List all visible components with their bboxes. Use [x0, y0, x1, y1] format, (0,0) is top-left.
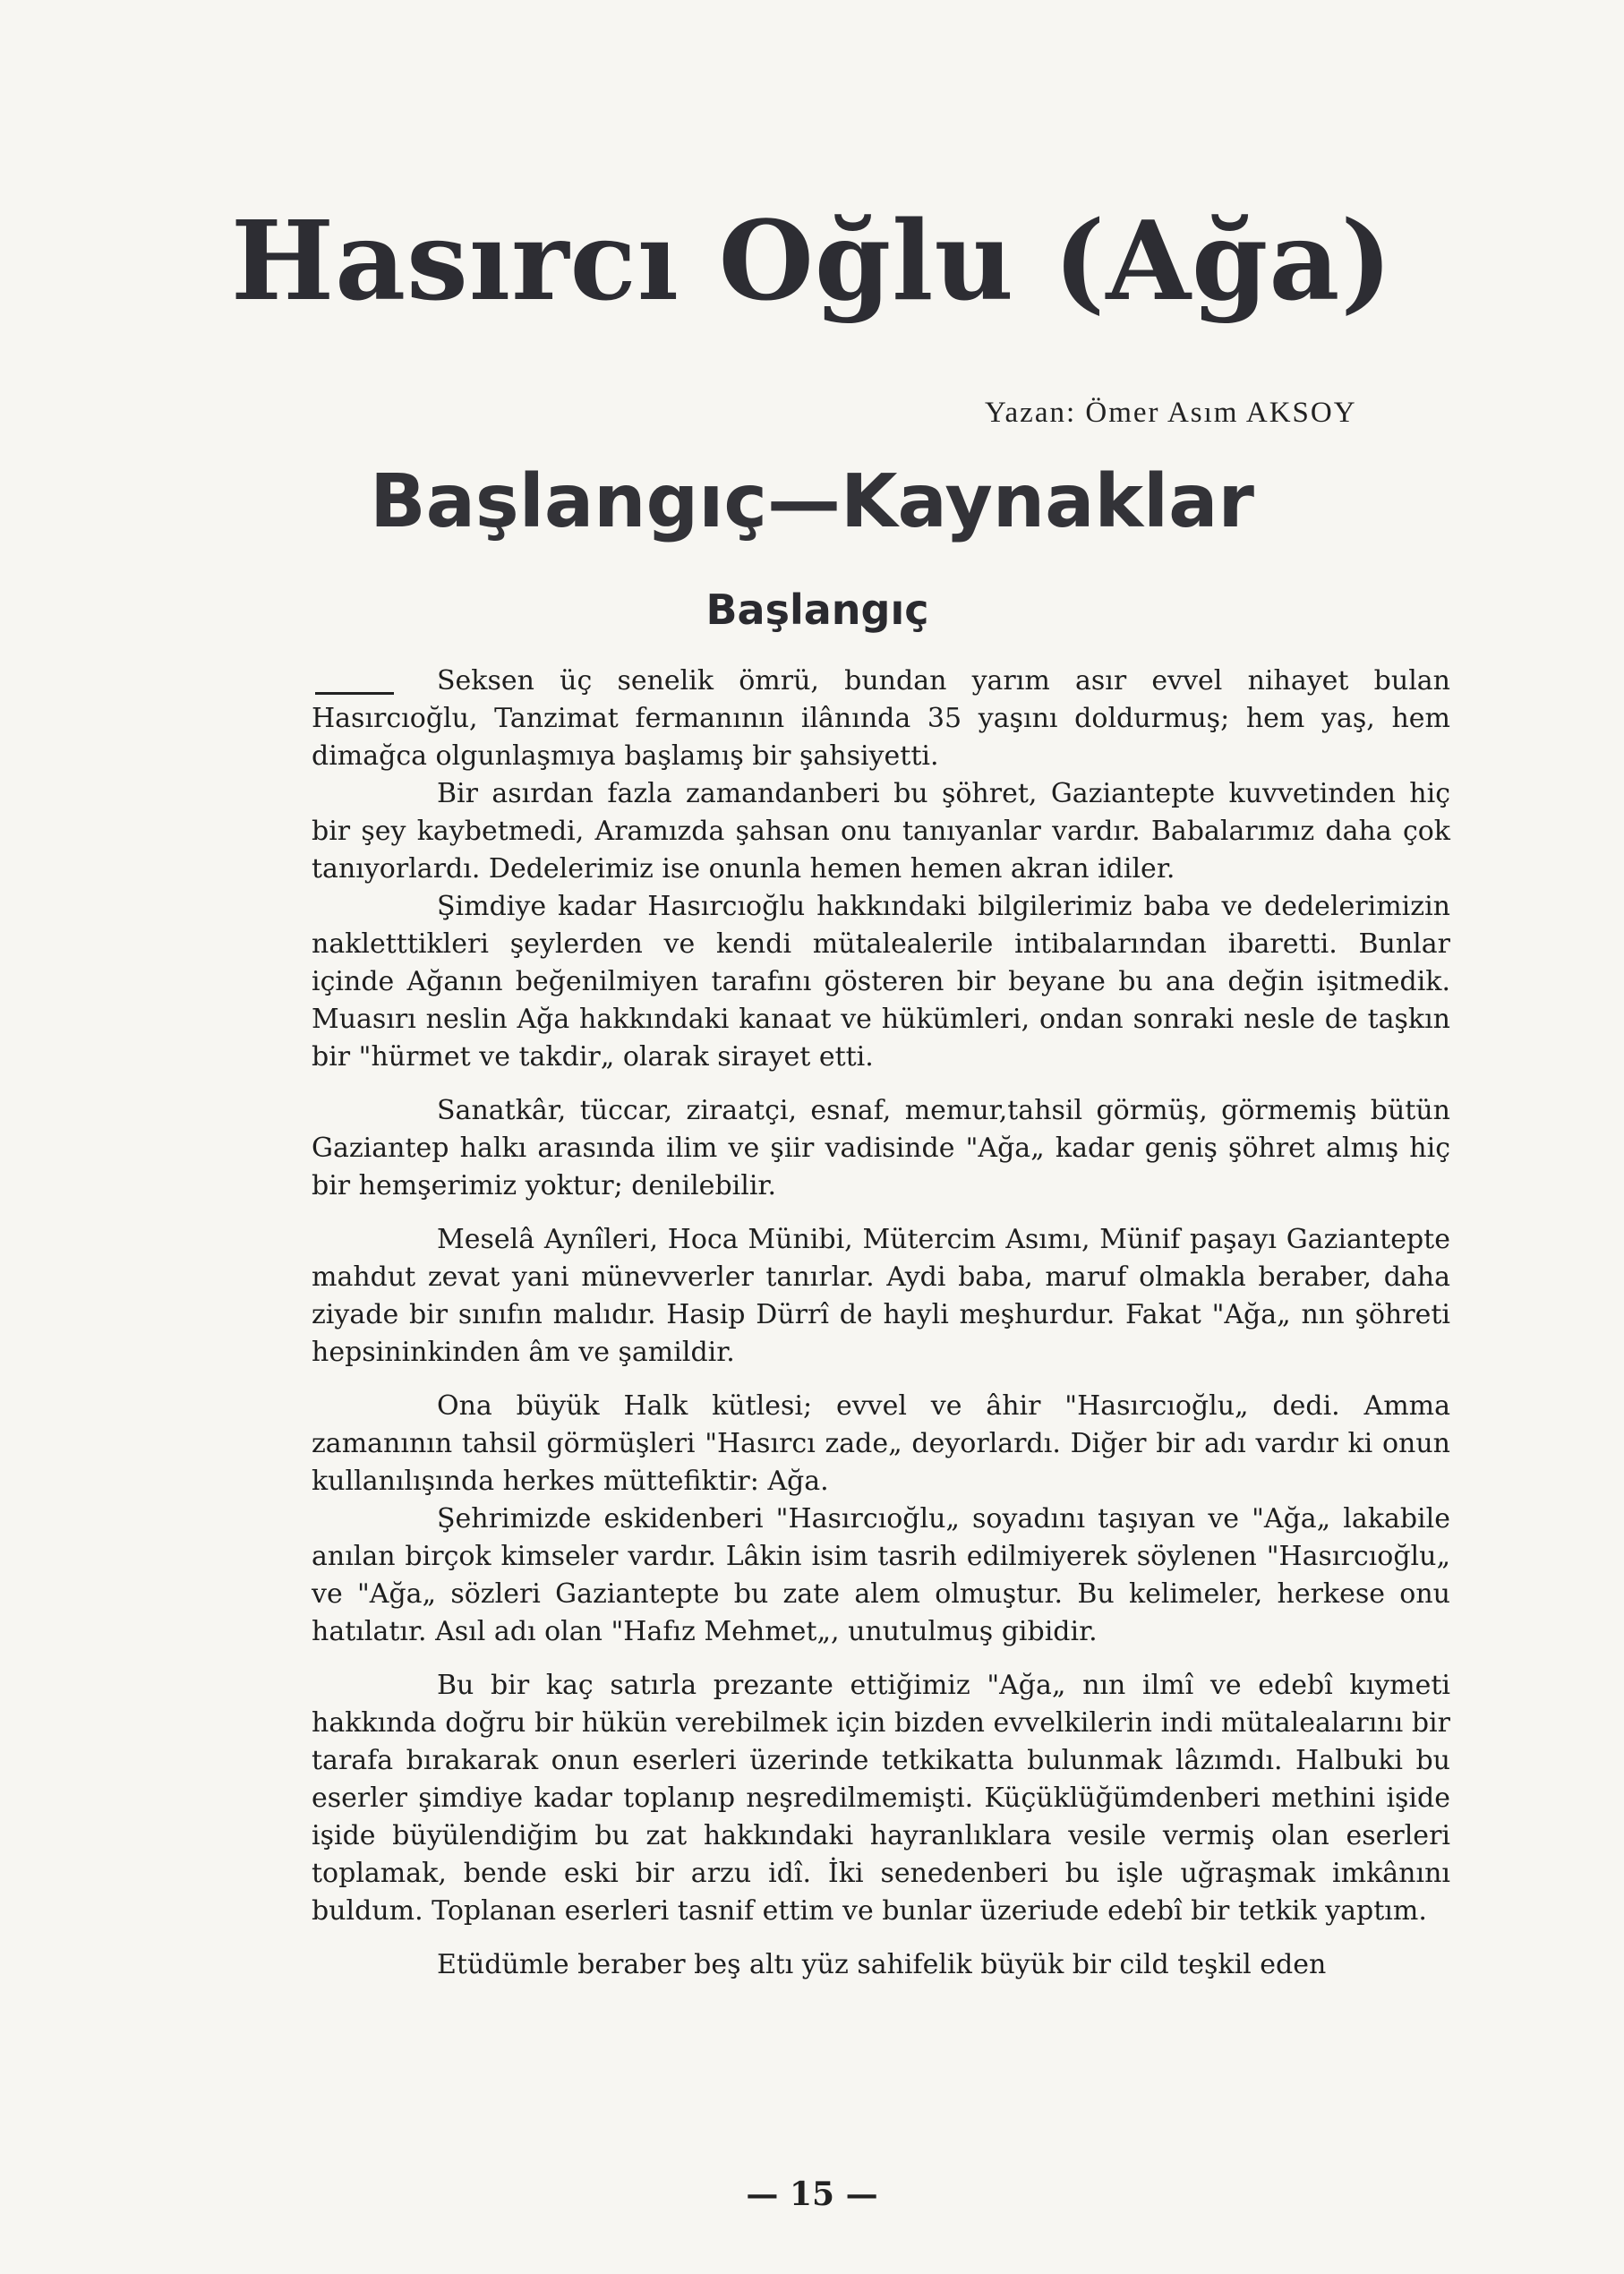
paragraph: Seksen üç senelik ömrü, bundan yarım asır evvel nihayet bulan Hasırcıoğlu, Tanzimat fermanının ilânında 35 yaşını doldurmuş; hem yaş, hem dimağca olgunlaşmıya başlamış bir şahsiyetti.: [312, 665, 1450, 772]
paragraph: Etüdümle beraber beş altı yüz sahifelik büyük bir cild teşkil eden: [437, 1949, 1327, 1980]
author-line: Yazan: Ömer Asım AKSOY: [985, 397, 1357, 429]
paragraph: Sanatkâr, tüccar, ziraatçi, esnaf, memur,tahsil görmüş, görmemiş bütün Gaziantep halkı arasında ilim ve şiir vadisinde "Ağa„ kadar geniş şöhret almış hiç bir hemşerimiz yoktur; denilebilir.: [312, 1095, 1450, 1201]
page-number: — 15 —: [746, 2176, 878, 2213]
paragraph: Şehrimizde eskidenberi "Hasırcıoğlu„ soyadını taşıyan ve "Ağa„ lakabile anılan birçok kimseler vardır. Lâkin isim tasrih edilmiyerek söylenen "Hasırcıoğlu„ ve "Ağa„ sözleri Gaziantepte bu zate alem olmuştur. Bu kelimeler, herkese onu hatılatır. Asıl adı olan "Hafız Mehmet„, unutulmuş gibidir.: [312, 1503, 1450, 1647]
paragraph: Ona büyük Halk kütlesi; evvel ve âhir "Hasırcıoğlu„ dedi. Amma zamanının tahsil görmüşleri "Hasırcı zade„ deyorlardı. Diğer bir adı vardır ki onun kullanılışında herkes müttefiktir: Ağa.: [312, 1390, 1450, 1497]
paragraph: Şimdiye kadar Hasırcıoğlu hakkındaki bilgilerimiz baba ve dedelerimizin nakletttikleri şeylerden ve kendi mütalealerile intibalarından ibaretti. Bunlar içinde Ağanın beğenilmiyen tarafını gösteren bir beyane bu ana değin işitmedik. Muasırı neslin Ağa hakkındaki kanaat ve hükümleri, ondan sonraki nesle de taşkın bir "hürmet ve takdir„ olarak sirayet etti.: [312, 891, 1450, 1073]
paragraph: Meselâ Aynîleri, Hoca Münibi, Mütercim Asımı, Münif paşayı Gaziantepte mahdut zevat yani münevverler tanırlar. Aydi baba, maruf olmakla beraber, daha ziyade bir sınıfın malıdır. Hasip Dürrî de hayli meşhurdur. Fakat "Ağa„ nın şöhreti hepsininkinden âm ve şamildir.: [312, 1224, 1450, 1368]
main-title: Hasırcı Oğlu (Ağa): [230, 196, 1394, 325]
section-heading: Başlangıç: [705, 586, 929, 634]
paragraph: Bir asırdan fazla zamandanberi bu şöhret, Gaziantepte kuvvetinden hiç bir şey kaybetmedi, Aramızda şahsan onu tanıyanlar vardır. Babalarımız daha çok tanıyorlardı. Dedelerimiz ise onunla hemen hemen akran idiler.: [312, 778, 1450, 885]
subtitle: Başlangıç—Kaynaklar: [370, 459, 1254, 544]
paragraph: Bu bir kaç satırla prezante ettiğimiz "Ağa„ nın ilmî ve edebî kıymeti hakkında doğru bir hükün verebilmek için bizden evvelkilerin indi mütalealarını bir tarafa bırakarak onun eserleri üzerinde tetkikatta bulunmak lâzımdı. Halbuki bu eserler şimdiye kadar toplanıp neşredilmemişti. Küçüklüğümdenberi methini işide işide büyülendiğim bu zat hakkındaki hayranlıklara vesile vermiş olan eserleri toplamak, bende eski bir arzu idî. İki senedenberi bu işle uğraşmak imkânını buldum. Toplanan eserleri tasnif ettim ve bunlar üzeriude edebî bir tetkik yaptım.: [312, 1670, 1450, 1927]
body-text: [312, 663, 1450, 1984]
